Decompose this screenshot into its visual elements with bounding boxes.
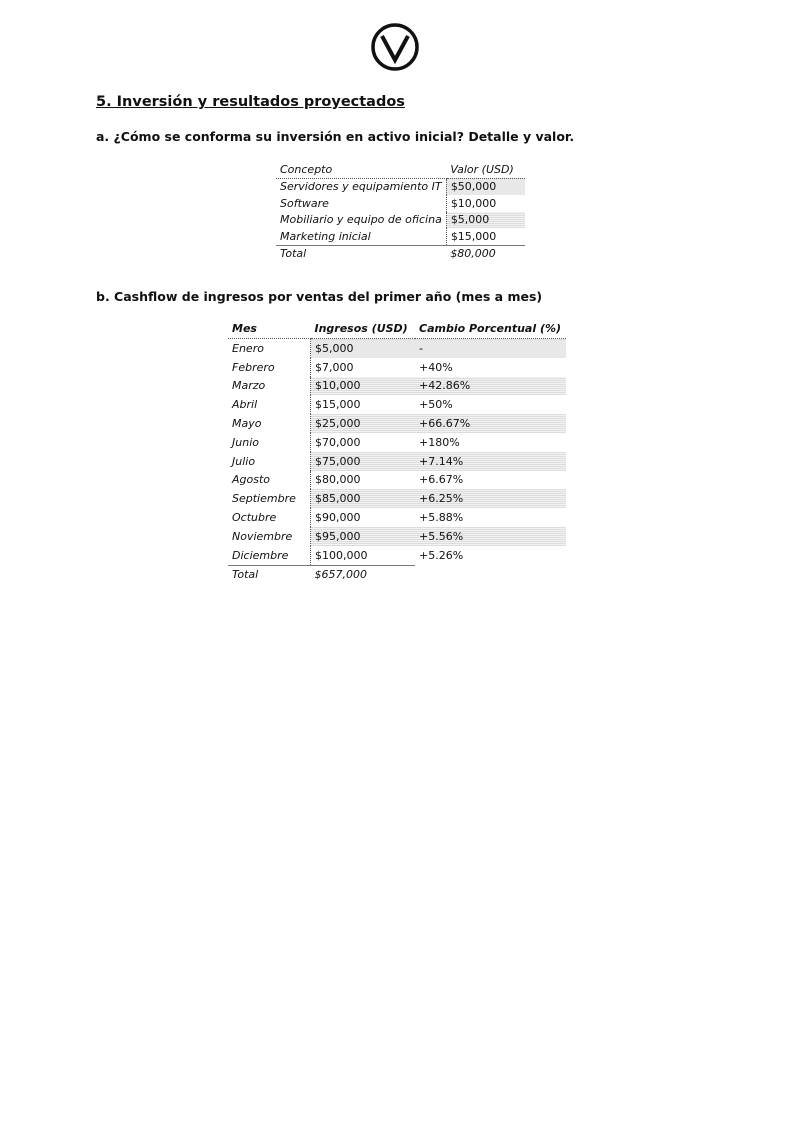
table-row — [276, 195, 525, 212]
table-cell: Mobiliario y equipo de oficina — [280, 213, 442, 227]
question-b: b. Cashflow de ingresos por ventas del primer año (mes a mes) — [96, 289, 543, 304]
table-cell: Noviembre — [232, 529, 293, 543]
table-cell: +40% — [419, 360, 453, 374]
table-cell: $75,000 — [311, 452, 416, 471]
table-row — [228, 358, 566, 377]
table-cell: +66.67% — [415, 414, 566, 433]
table-cell: Total — [228, 565, 311, 584]
table-cell: Marzo — [232, 379, 266, 393]
table-cell: $85,000 — [311, 489, 416, 508]
table-cell: $50,000 — [446, 178, 525, 195]
header-cambio: Cambio Porcentual (%) — [415, 319, 566, 339]
table-row — [228, 546, 566, 565]
table-cell: $7,000 — [311, 358, 416, 377]
table-row — [276, 228, 525, 245]
table-cell: Julio — [232, 454, 256, 468]
table-row — [228, 414, 566, 433]
logo-icon — [370, 22, 420, 72]
table-cell: Mayo — [232, 417, 262, 431]
question-a: a. ¿Cómo se conforma su inversión en activo inicial? Detalle y valor. — [96, 129, 575, 144]
table-cell: Diciembre — [232, 548, 289, 562]
table-cell: Marketing inicial — [280, 229, 371, 243]
table-cell: $10,000 — [446, 195, 525, 212]
table-cell: $15,000 — [446, 228, 525, 245]
table-row — [228, 489, 566, 508]
cashflow-table — [228, 319, 566, 584]
table-cell: $15,000 — [311, 395, 416, 414]
table-cell: $90,000 — [311, 508, 416, 527]
table-row — [228, 377, 566, 396]
table-cell: Servidores y equipamiento IT — [280, 180, 442, 194]
header-valor: Valor (USD) — [446, 161, 525, 178]
section-heading: 5. Inversión y resultados proyectados — [96, 94, 405, 110]
table-cell: +5.26% — [419, 548, 464, 562]
investment-table — [276, 161, 525, 262]
table-cell: Agosto — [232, 473, 271, 487]
table-cell: $80,000 — [446, 245, 525, 262]
table-cell: $5,000 — [446, 212, 525, 229]
table-cell: $657,000 — [311, 565, 416, 584]
table-cell: $5,000 — [311, 339, 416, 358]
table-cell: +42.86% — [415, 377, 566, 396]
header-mes: Mes — [228, 319, 311, 339]
table-cell: Septiembre — [232, 492, 296, 506]
table-cell: Enero — [232, 341, 264, 355]
table-cell: $10,000 — [311, 377, 416, 396]
table-cell: $25,000 — [311, 414, 416, 433]
table-cell: +6.67% — [419, 473, 464, 487]
table-row — [228, 339, 566, 358]
table-cell: Febrero — [232, 360, 275, 374]
table-cell: +180% — [419, 435, 460, 449]
table-cell: Abril — [232, 398, 258, 412]
table-cell: $80,000 — [311, 471, 416, 490]
table-cell: +7.14% — [415, 452, 566, 471]
table-row — [228, 452, 566, 471]
table-row — [276, 212, 525, 229]
table-cell: Total — [276, 245, 446, 262]
table-cell: $70,000 — [311, 433, 416, 452]
table-row — [228, 508, 566, 527]
table-cell: $100,000 — [311, 546, 416, 565]
total-row — [276, 245, 525, 262]
table-row — [228, 433, 566, 452]
table-row — [228, 527, 566, 546]
table-row — [276, 178, 525, 195]
table-cell: $95,000 — [311, 527, 416, 546]
table-cell: Junio — [232, 435, 259, 449]
table-cell: Software — [280, 196, 329, 210]
table-cell: +6.25% — [415, 489, 566, 508]
header-ingresos: Ingresos (USD) — [311, 319, 416, 339]
table-row — [228, 395, 566, 414]
table-cell: +5.56% — [415, 527, 566, 546]
table-cell: +5.88% — [419, 511, 464, 525]
total-row — [228, 565, 566, 584]
table-cell: Octubre — [232, 511, 277, 525]
table-cell: +50% — [419, 398, 453, 412]
header-concepto: Concepto — [276, 161, 446, 178]
table-cell: - — [415, 339, 566, 358]
table-row — [228, 471, 566, 490]
